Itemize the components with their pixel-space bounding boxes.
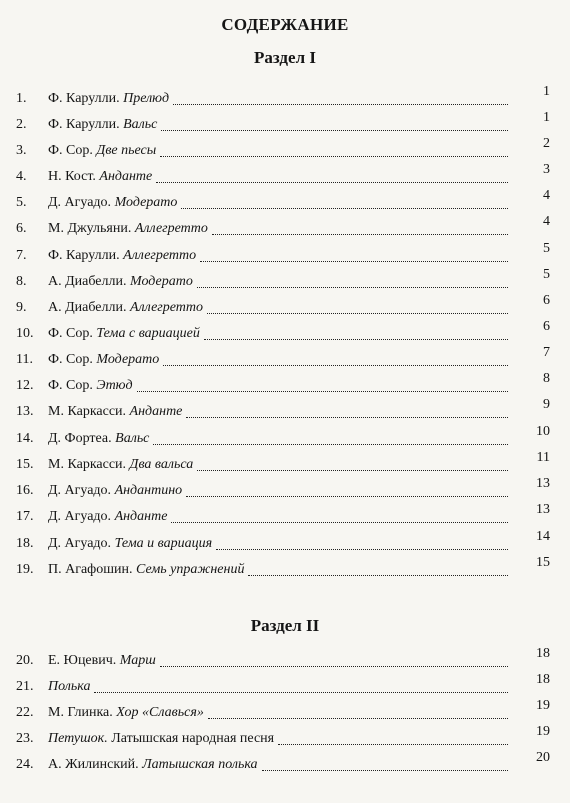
dot-leader [161, 126, 508, 131]
entry-title: Латышская полька [142, 757, 258, 772]
entry-number: 15. [16, 457, 34, 472]
page-number: 18 [536, 672, 550, 687]
entry-number: 11. [16, 352, 33, 367]
page-number: 1 [543, 110, 550, 125]
toc-entry[interactable] [16, 188, 556, 214]
page-number: 8 [543, 371, 550, 386]
page-number: 2 [543, 136, 550, 151]
toc-entry[interactable] [16, 397, 556, 423]
entry-number: 2. [16, 117, 27, 132]
entry-author: Ф. Карулли. [48, 117, 120, 132]
page-number: 13 [536, 502, 550, 517]
entry-number: 16. [16, 483, 34, 498]
entry-author: Ф. Сор. [48, 143, 93, 158]
entry-number: 21. [16, 679, 34, 694]
entry-author: Е. Юцевич. [48, 653, 117, 668]
entry-number: 18. [16, 536, 34, 551]
entry-number: 24. [16, 757, 34, 772]
dot-leader [153, 440, 508, 445]
entry-author: М. Каркасси. [48, 404, 127, 419]
dot-leader [208, 714, 508, 719]
entry-author: М. Глинка. [48, 705, 113, 720]
entry-title: Тема с вариацией [96, 326, 200, 341]
dot-leader [181, 204, 508, 209]
entry-number: 6. [16, 221, 27, 236]
entry-number: 4. [16, 169, 27, 184]
page-number: 6 [543, 319, 550, 334]
toc-entry[interactable] [16, 136, 556, 162]
toc-entry[interactable] [16, 450, 556, 476]
toc-entry[interactable] [16, 345, 556, 371]
entry-title: Анданте [114, 509, 168, 524]
dot-leader [262, 766, 508, 771]
entry-author: Д. Фортеа. [48, 431, 112, 446]
page-number: 14 [536, 529, 550, 544]
entry-number: 17. [16, 509, 34, 524]
entry-author: Ф. Карулли. [48, 91, 120, 106]
entry-title: Вальс [115, 431, 150, 446]
dot-leader [137, 387, 508, 392]
dot-leader [197, 283, 508, 288]
toc-entry[interactable] [16, 750, 556, 776]
toc-entry[interactable] [16, 698, 556, 724]
entry-author: Д. Агуадо. [48, 195, 112, 210]
toc-entry[interactable] [16, 502, 556, 528]
entry-number: 10. [16, 326, 34, 341]
dot-leader [160, 152, 508, 157]
entry-number: 8. [16, 274, 27, 289]
dot-leader [204, 335, 508, 340]
toc-entry[interactable] [16, 529, 556, 555]
toc-entry[interactable] [16, 371, 556, 397]
entry-title: Два вальса [129, 457, 194, 472]
toc-entry[interactable] [16, 646, 556, 672]
entry-author: М. Каркасси. [48, 457, 127, 472]
page-title: СОДЕРЖАНИЕ [221, 15, 349, 34]
toc-entry[interactable] [16, 293, 556, 319]
dot-leader [171, 518, 508, 523]
dot-leader [160, 662, 508, 667]
page-number: 19 [536, 724, 550, 739]
entry-number: 14. [16, 431, 34, 446]
toc-entry[interactable] [16, 84, 556, 110]
entry-author: Н. Кост. [48, 169, 96, 184]
page-number: 9 [543, 397, 550, 412]
entry-author: Д. Агуадо. [48, 536, 112, 551]
dot-leader [156, 178, 508, 183]
entry-title: Тема и вариация [114, 536, 213, 551]
page-number: 11 [536, 450, 550, 465]
toc-entry[interactable] [16, 162, 556, 188]
entry-author: П. Агафошин. [48, 562, 133, 577]
page-number: 5 [543, 241, 550, 256]
entry-title: Андантино [114, 483, 183, 498]
toc-entry[interactable] [16, 724, 556, 750]
dot-leader [216, 545, 508, 550]
page-number: 18 [536, 646, 550, 661]
dot-leader [207, 309, 508, 314]
page-number: 19 [536, 698, 550, 713]
entry-author: Д. Агуадо. [48, 483, 112, 498]
page-number: 15 [536, 555, 550, 570]
dot-leader [248, 571, 508, 576]
page-number: 4 [543, 214, 550, 229]
entry-title: Этюд [96, 378, 133, 393]
entry-title: Полька [48, 679, 91, 694]
entry-author: А. Жилинский. [48, 757, 139, 772]
dot-leader [200, 257, 508, 262]
page-number: 1 [543, 84, 550, 99]
entry-number: 9. [16, 300, 27, 315]
entry-number: 20. [16, 653, 34, 668]
entry-title: Марш [119, 653, 156, 668]
entry-title: Прелюд [123, 91, 170, 106]
entry-title: Аллегретто [134, 221, 208, 236]
entry-title: Семь упражнений [136, 562, 245, 577]
entry-title: Анданте [129, 404, 183, 419]
toc-entry[interactable] [16, 476, 556, 502]
section-heading: Раздел I [254, 48, 316, 67]
entry-title: Аллегретто [123, 248, 197, 263]
page-number: 13 [536, 476, 550, 491]
entry-number: 7. [16, 248, 27, 263]
toc-entry[interactable] [16, 555, 556, 581]
entry-title: Модерато [96, 352, 160, 367]
entry-author: А. Диабелли. [48, 274, 127, 289]
entry-number: 13. [16, 404, 34, 419]
entry-number: 1. [16, 91, 27, 106]
entry-title: Аллегретто [129, 300, 204, 315]
dot-leader [186, 492, 508, 497]
entry-author: Ф. Сор. [48, 352, 93, 367]
entry-number: 22. [16, 705, 34, 720]
entry-title: Две пьесы [96, 143, 157, 158]
dot-leader [163, 361, 508, 366]
entry-title: Модерато [114, 195, 178, 210]
entry-title: Хор «Славься» [116, 705, 204, 720]
page-number: 10 [536, 424, 550, 439]
dot-leader [94, 688, 508, 693]
entry-title: Петушок. [48, 731, 108, 746]
toc-entry[interactable] [16, 319, 556, 345]
entry-title: Анданте [99, 169, 153, 184]
page-number: 7 [543, 345, 550, 360]
page-number: 6 [543, 293, 550, 308]
dot-leader [173, 100, 508, 105]
entry-author: М. Джульяни. [48, 221, 132, 236]
entry-number: 5. [16, 195, 27, 210]
dot-leader [278, 740, 508, 745]
page-number: 4 [543, 188, 550, 203]
entry-author: Ф. Сор. [48, 378, 93, 393]
page-number: 3 [543, 162, 550, 177]
toc-entry[interactable] [16, 214, 556, 240]
entry-title: Модерато [129, 274, 193, 289]
entry-author: А. Диабелли. [48, 300, 127, 315]
dot-leader [186, 413, 508, 418]
entry-author: Ф. Карулли. [48, 248, 120, 263]
entry-number: 19. [16, 562, 34, 577]
toc-entry[interactable] [16, 267, 556, 293]
entry-author: Д. Агуадо. [48, 509, 112, 524]
entry-subtitle: Латышская народная песня [111, 731, 275, 746]
dot-leader [197, 466, 508, 471]
toc-entry[interactable] [16, 424, 556, 450]
dot-leader [212, 230, 508, 235]
entry-title: Вальс [123, 117, 158, 132]
entry-author: Ф. Сор. [48, 326, 93, 341]
entry-number: 23. [16, 731, 34, 746]
entry-number: 12. [16, 378, 34, 393]
section-heading: Раздел II [250, 616, 320, 635]
entry-number: 3. [16, 143, 27, 158]
toc-entry[interactable] [16, 241, 556, 267]
toc-entry[interactable] [16, 110, 556, 136]
toc-entry[interactable] [16, 672, 556, 698]
page-number: 5 [543, 267, 550, 282]
page-number: 20 [536, 750, 550, 765]
